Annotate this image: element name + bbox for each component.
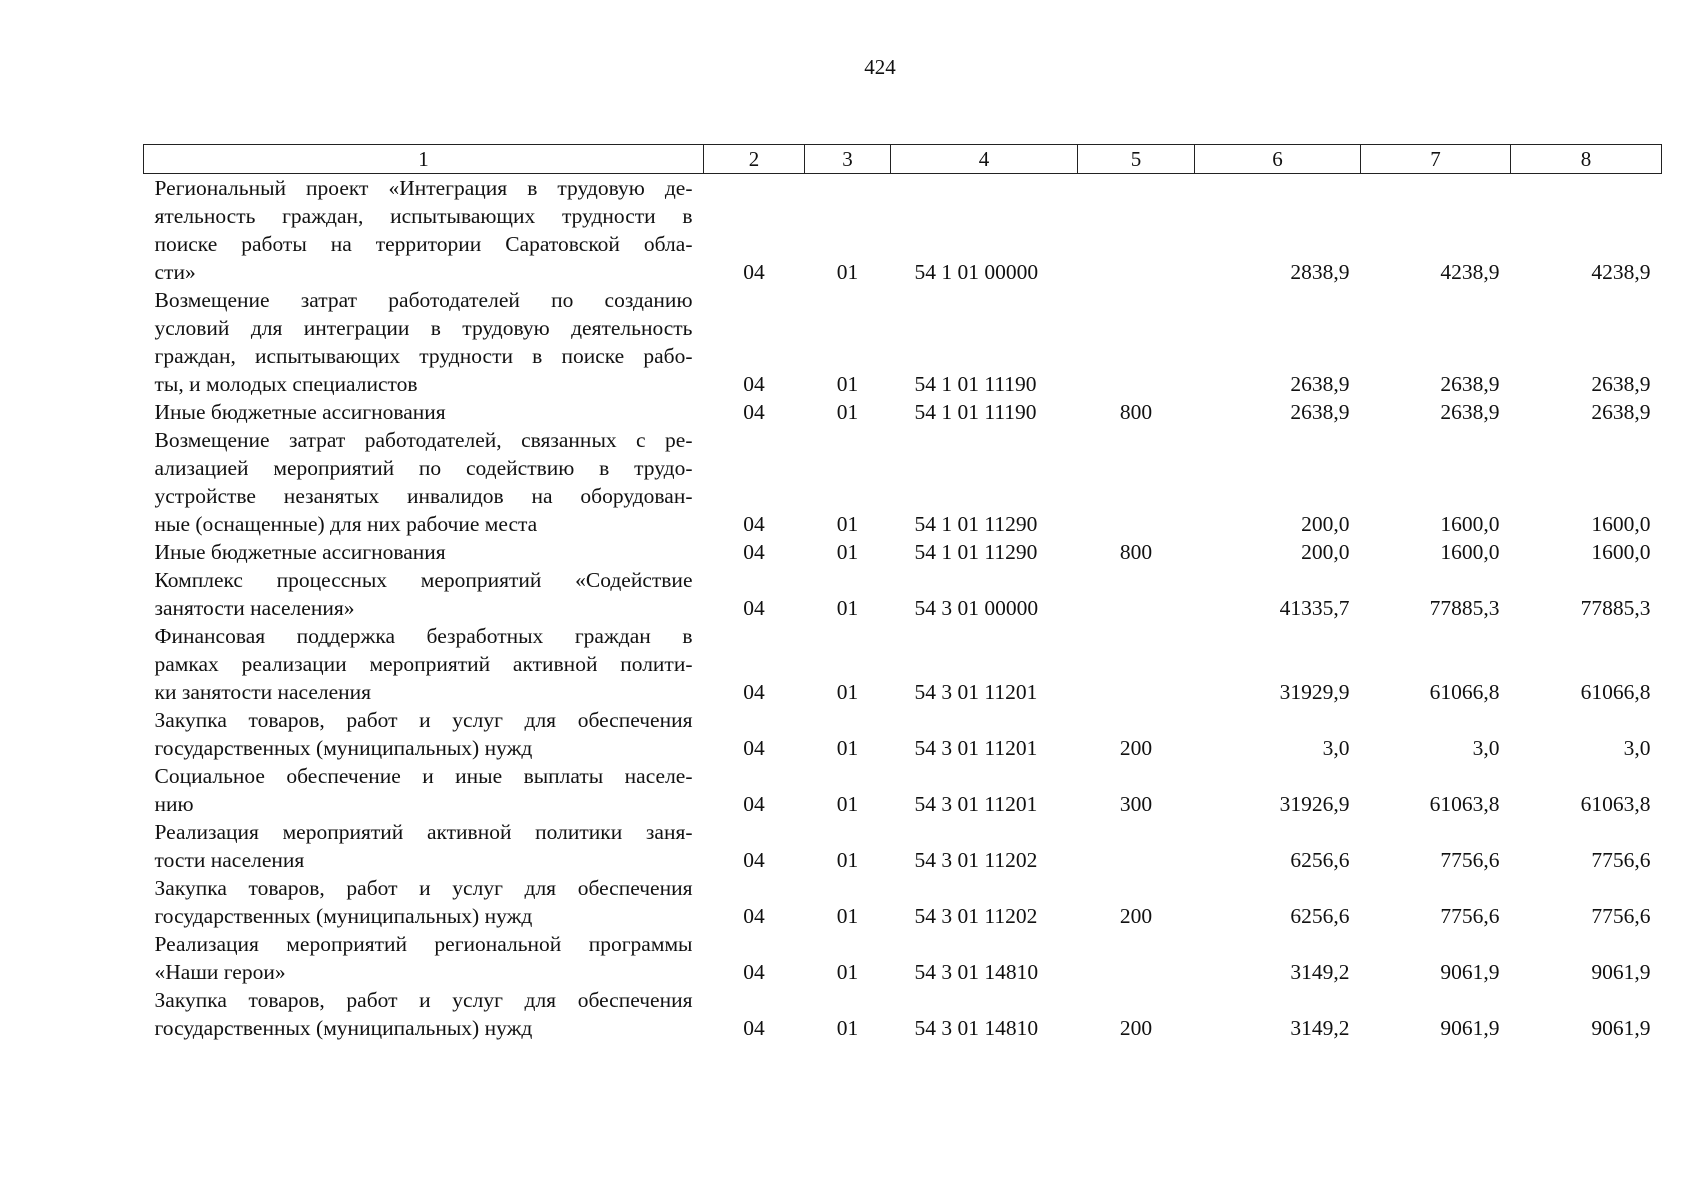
row-name-line: нию (154, 792, 194, 816)
amount-cell: 2638,9 (1290, 372, 1350, 396)
subsection-cell: 01 (836, 848, 859, 872)
row-name-line: Реализация мероприятий региональной программы (154, 932, 693, 956)
section-cell: 04 (743, 680, 765, 704)
target-code-cell: 54 3 01 00000 (914, 596, 1039, 620)
amount-cell: 2638,9 (1591, 400, 1651, 424)
expense-type-cell: 200 (1119, 1016, 1153, 1040)
row-name-line: Возмещение затрат работодателей, связанных с ре- (154, 428, 693, 452)
table-row (144, 286, 1662, 398)
expense-type-cell (1078, 426, 1195, 538)
table-row (144, 566, 1662, 622)
amount-cell: 200,0 (1301, 512, 1350, 536)
table-row (144, 986, 1662, 1042)
target-code-cell: 54 1 01 11290 (914, 540, 1038, 564)
subsection-cell: 01 (836, 512, 859, 536)
subsection-cell: 01 (836, 680, 859, 704)
section-cell: 04 (743, 372, 765, 396)
section-cell: 04 (743, 596, 765, 620)
expense-type-cell: 200 (1119, 736, 1153, 760)
amount-cell: 9061,9 (1440, 1016, 1500, 1040)
amount-cell: 7756,6 (1591, 848, 1651, 872)
table-row (144, 874, 1662, 930)
section-cell: 04 (743, 960, 765, 984)
amount-cell: 6256,6 (1290, 904, 1350, 928)
amount-cell: 77885,3 (1429, 596, 1500, 620)
amount-cell: 9061,9 (1440, 960, 1500, 984)
row-name-line: Возмещение затрат работодателей по созданию (154, 288, 693, 312)
amount-cell: 1600,0 (1440, 540, 1500, 564)
expense-type-cell (1078, 622, 1195, 706)
amount-cell: 1600,0 (1440, 512, 1500, 536)
row-name-line: тости населения (154, 848, 305, 872)
row-name-line: Социальное обеспечение и иные выплаты населе- (154, 764, 693, 788)
amount-cell: 9061,9 (1591, 1016, 1651, 1040)
amount-cell: 4238,9 (1440, 260, 1500, 284)
row-name (144, 986, 704, 1042)
expense-type-cell: 200 (1119, 904, 1153, 928)
row-name (144, 762, 704, 818)
column-header: 2 (704, 145, 805, 174)
expense-type-cell (1078, 566, 1195, 622)
column-header: 1 (144, 145, 704, 174)
target-code-cell: 54 1 01 11190 (914, 372, 1037, 396)
row-name-line: граждан, испытывающих трудности в поиске рабо- (154, 344, 693, 368)
row-name (144, 286, 704, 398)
row-name-line: государственных (муниципальных) нужд (154, 736, 533, 760)
table-row (144, 398, 1662, 426)
table-row (144, 706, 1662, 762)
expense-type-cell (1078, 286, 1195, 398)
row-name-line: государственных (муниципальных) нужд (154, 1016, 533, 1040)
column-header: 4 (891, 145, 1078, 174)
target-code-cell: 54 3 01 14810 (914, 960, 1039, 984)
row-name (144, 174, 704, 287)
column-header: 3 (805, 145, 891, 174)
row-name-line: «Наши герои» (154, 960, 286, 984)
amount-cell: 3149,2 (1290, 960, 1350, 984)
subsection-cell: 01 (836, 1016, 859, 1040)
row-name-line: устройстве незанятых инвалидов на оборудован- (154, 484, 693, 508)
section-cell: 04 (743, 848, 765, 872)
expense-type-cell: 300 (1119, 792, 1153, 816)
table-row (144, 930, 1662, 986)
column-header: 5 (1078, 145, 1195, 174)
page-number: 424 (864, 55, 896, 79)
target-code-cell: 54 3 01 11202 (914, 904, 1038, 928)
subsection-cell: 01 (836, 792, 859, 816)
row-name-line: Иные бюджетные ассигнования (154, 540, 446, 564)
row-name-line: Закупка товаров, работ и услуг для обеспечения (154, 708, 693, 732)
target-code-cell: 54 3 01 11201 (914, 736, 1038, 760)
table-row (144, 818, 1662, 874)
section-cell: 04 (743, 400, 765, 424)
subsection-cell: 01 (836, 540, 859, 564)
table-row (144, 174, 1662, 287)
amount-cell: 1600,0 (1591, 512, 1651, 536)
subsection-cell: 01 (836, 400, 859, 424)
section-cell: 04 (743, 540, 765, 564)
subsection-cell: 01 (836, 260, 859, 284)
amount-cell: 7756,6 (1591, 904, 1651, 928)
row-name-line: ки занятости населения (154, 680, 372, 704)
amount-cell: 61063,8 (1580, 792, 1651, 816)
row-name (144, 930, 704, 986)
row-name-line: Комплекс процессных мероприятий «Содействие (154, 568, 693, 592)
amount-cell: 31929,9 (1279, 680, 1350, 704)
section-cell: 04 (743, 260, 765, 284)
expense-type-cell (1078, 930, 1195, 986)
row-name (144, 398, 704, 426)
column-header: 6 (1195, 145, 1361, 174)
row-name-line: Закупка товаров, работ и услуг для обеспечения (154, 876, 693, 900)
amount-cell: 2638,9 (1440, 400, 1500, 424)
section-cell: 04 (743, 736, 765, 760)
subsection-cell: 01 (836, 960, 859, 984)
table-row (144, 538, 1662, 566)
row-name-line: государственных (муниципальных) нужд (154, 904, 533, 928)
amount-cell: 61066,8 (1429, 680, 1500, 704)
row-name (144, 706, 704, 762)
section-cell: 04 (743, 1016, 765, 1040)
target-code-cell: 54 3 01 11201 (914, 680, 1038, 704)
amount-cell: 3149,2 (1290, 1016, 1350, 1040)
amount-cell: 77885,3 (1580, 596, 1651, 620)
section-cell: 04 (743, 904, 765, 928)
budget-table (143, 144, 1662, 1042)
row-name-line: условий для интеграции в трудовую деятельность (154, 316, 693, 340)
amount-cell: 61063,8 (1429, 792, 1500, 816)
row-name (144, 426, 704, 538)
amount-cell: 9061,9 (1591, 960, 1651, 984)
table-row (144, 426, 1662, 538)
row-name-line: поиске работы на территории Саратовской обла- (154, 232, 693, 256)
section-cell: 04 (743, 512, 765, 536)
amount-cell: 7756,6 (1440, 904, 1500, 928)
amount-cell: 3,0 (1472, 736, 1500, 760)
amount-cell: 3,0 (1623, 736, 1651, 760)
amount-cell: 61066,8 (1580, 680, 1651, 704)
amount-cell: 3,0 (1322, 736, 1350, 760)
column-header: 7 (1361, 145, 1511, 174)
section-cell: 04 (743, 792, 765, 816)
subsection-cell: 01 (836, 904, 859, 928)
row-name-line: ализацией мероприятий по содействию в трудо- (154, 456, 693, 480)
target-code-cell: 54 3 01 14810 (914, 1016, 1039, 1040)
amount-cell: 1600,0 (1591, 540, 1651, 564)
amount-cell: 31926,9 (1279, 792, 1350, 816)
table-row (144, 762, 1662, 818)
target-code-cell: 54 1 01 11190 (914, 400, 1037, 424)
column-header: 8 (1511, 145, 1662, 174)
subsection-cell: 01 (836, 372, 859, 396)
table-row (144, 622, 1662, 706)
amount-cell: 4238,9 (1591, 260, 1651, 284)
expense-type-cell (1078, 818, 1195, 874)
target-code-cell: 54 3 01 11201 (914, 792, 1038, 816)
row-name-line: Реализация мероприятий активной политики заня- (154, 820, 693, 844)
row-name-line: ные (оснащенные) для них рабочие места (154, 512, 538, 536)
row-name-line: ятельность граждан, испытывающих трудности в (154, 204, 693, 228)
amount-cell: 41335,7 (1279, 596, 1350, 620)
row-name-line: рамках реализации мероприятий активной полити- (154, 652, 693, 676)
amount-cell: 2638,9 (1290, 400, 1350, 424)
row-name-line: ты, и молодых специалистов (154, 372, 418, 396)
target-code-cell: 54 1 01 00000 (914, 260, 1039, 284)
row-name (144, 818, 704, 874)
expense-type-cell (1078, 174, 1195, 287)
target-code-cell: 54 3 01 11202 (914, 848, 1038, 872)
amount-cell: 7756,6 (1440, 848, 1500, 872)
amount-cell: 6256,6 (1290, 848, 1350, 872)
expense-type-cell: 800 (1119, 400, 1153, 424)
expense-type-cell: 800 (1119, 540, 1153, 564)
row-name-line: Финансовая поддержка безработных граждан в (154, 624, 693, 648)
row-name-line: Иные бюджетные ассигнования (154, 400, 446, 424)
amount-cell: 2638,9 (1440, 372, 1500, 396)
row-name-line: сти» (154, 260, 196, 284)
row-name (144, 566, 704, 622)
subsection-cell: 01 (836, 736, 859, 760)
subsection-cell: 01 (836, 596, 859, 620)
row-name (144, 538, 704, 566)
table-body (144, 174, 1662, 1043)
row-name-line: Региональный проект «Интеграция в трудовую де- (154, 176, 693, 200)
row-name-line: Закупка товаров, работ и услуг для обеспечения (154, 988, 693, 1012)
target-code-cell: 54 1 01 11290 (914, 512, 1038, 536)
row-name (144, 874, 704, 930)
header-row (144, 145, 1662, 174)
row-name (144, 622, 704, 706)
amount-cell: 2638,9 (1591, 372, 1651, 396)
amount-cell: 2838,9 (1290, 260, 1350, 284)
row-name-line: занятости населения» (154, 596, 355, 620)
amount-cell: 200,0 (1301, 540, 1350, 564)
